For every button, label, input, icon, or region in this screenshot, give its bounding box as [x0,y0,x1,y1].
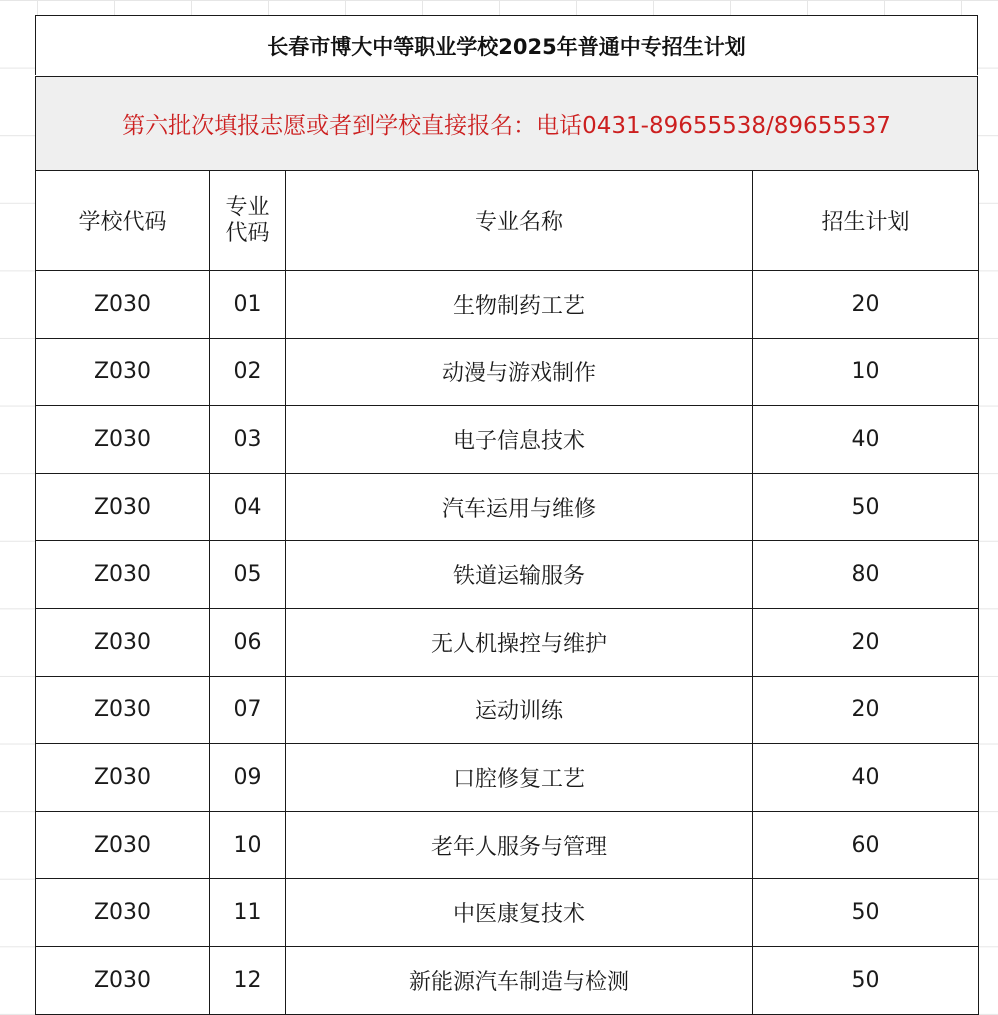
header-major-code[interactable] [210,171,286,271]
cell-major-code[interactable]: 09 [210,744,286,812]
header-major-code-line2: 代码 [225,220,270,246]
table-row [36,811,979,879]
sheet-title[interactable]: 长春市博大中等职业学校2025年普通中专招生计划 [35,15,978,75]
cell-enrollment-plan[interactable]: 50 [753,879,979,947]
table-row [36,946,979,1014]
cell-major-name[interactable]: 电子信息技术 [286,406,753,474]
cell-school-code[interactable]: Z030 [36,879,210,947]
cell-enrollment-plan[interactable]: 40 [753,406,979,474]
cell-major-name[interactable]: 汽车运用与维修 [286,473,753,541]
cell-enrollment-plan[interactable]: 60 [753,811,979,879]
cell-enrollment-plan[interactable]: 20 [753,676,979,744]
table-row [36,338,979,406]
table-row [36,541,979,609]
cell-major-code[interactable]: 06 [210,608,286,676]
table-row [36,473,979,541]
table-row [36,744,979,812]
table-row [36,406,979,474]
cell-school-code[interactable]: Z030 [36,676,210,744]
cell-major-code[interactable]: 04 [210,473,286,541]
cell-school-code[interactable]: Z030 [36,946,210,1014]
header-row [36,171,979,271]
cell-major-code[interactable]: 10 [210,811,286,879]
cell-major-code[interactable]: 03 [210,406,286,474]
cell-major-code[interactable]: 02 [210,338,286,406]
table-row [36,271,979,339]
header-enrollment-plan[interactable]: 招生计划 [753,171,979,271]
cell-enrollment-plan[interactable]: 40 [753,744,979,812]
cell-school-code[interactable]: Z030 [36,541,210,609]
header-school-code[interactable]: 学校代码 [36,171,210,271]
cell-school-code[interactable]: Z030 [36,406,210,474]
cell-major-name[interactable]: 铁道运输服务 [286,541,753,609]
cell-school-code[interactable]: Z030 [36,744,210,812]
cell-enrollment-plan[interactable]: 20 [753,271,979,339]
cell-major-name[interactable]: 无人机操控与维护 [286,608,753,676]
cell-school-code[interactable]: Z030 [36,473,210,541]
registration-notice[interactable]: 第六批次填报志愿或者到学校直接报名：电话0431-89655538/89655537 [35,76,978,170]
cell-major-name[interactable]: 中医康复技术 [286,879,753,947]
cell-major-name[interactable]: 动漫与游戏制作 [286,338,753,406]
cell-major-code[interactable]: 05 [210,541,286,609]
cell-school-code[interactable]: Z030 [36,811,210,879]
cell-major-name[interactable]: 口腔修复工艺 [286,744,753,812]
cell-major-code[interactable]: 01 [210,271,286,339]
spreadsheet-table [35,15,978,1015]
cell-major-code[interactable]: 07 [210,676,286,744]
enrollment-plan-table [35,170,979,1015]
table-row [36,608,979,676]
cell-enrollment-plan[interactable]: 50 [753,946,979,1014]
header-major-code-line1: 专业 [225,194,270,220]
cell-school-code[interactable]: Z030 [36,271,210,339]
cell-major-name[interactable]: 老年人服务与管理 [286,811,753,879]
header-major-name[interactable]: 专业名称 [286,171,753,271]
cell-enrollment-plan[interactable]: 20 [753,608,979,676]
table-row [36,879,979,947]
cell-major-code[interactable]: 11 [210,879,286,947]
cell-enrollment-plan[interactable]: 80 [753,541,979,609]
cell-major-code[interactable]: 12 [210,946,286,1014]
table-row [36,676,979,744]
cell-enrollment-plan[interactable]: 10 [753,338,979,406]
cell-major-name[interactable]: 运动训练 [286,676,753,744]
cell-major-name[interactable]: 生物制药工艺 [286,271,753,339]
cell-major-name[interactable]: 新能源汽车制造与检测 [286,946,753,1014]
cell-school-code[interactable]: Z030 [36,608,210,676]
cell-school-code[interactable]: Z030 [36,338,210,406]
cell-enrollment-plan[interactable]: 50 [753,473,979,541]
